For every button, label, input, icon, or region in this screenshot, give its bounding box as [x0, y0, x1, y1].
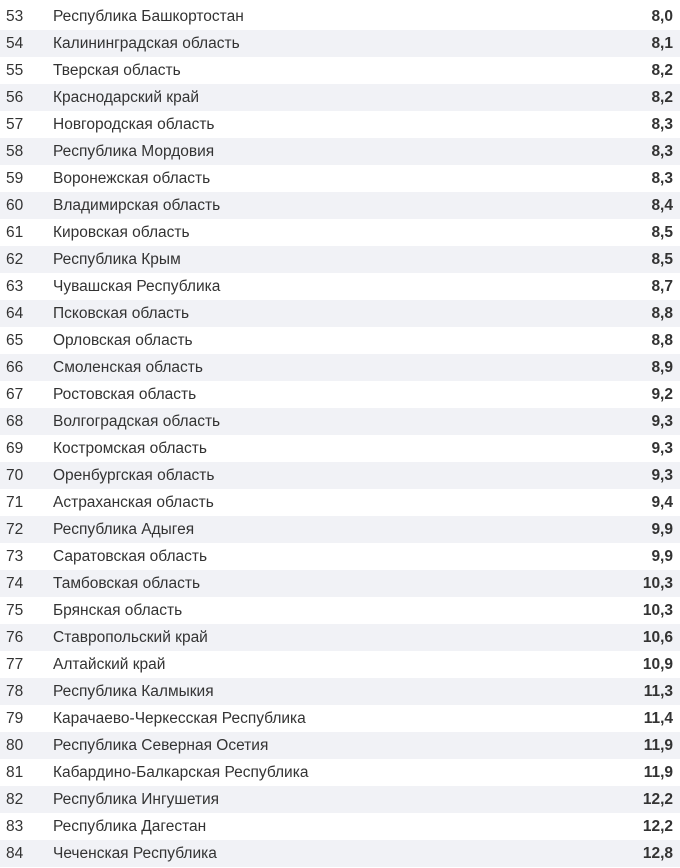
rank-cell: 82 — [6, 790, 24, 808]
region-cell: Саратовская область — [53, 547, 208, 565]
table-row — [0, 462, 680, 489]
table-row — [0, 30, 680, 57]
table-row — [0, 381, 680, 408]
region-cell: Республика Башкортостан — [53, 7, 244, 25]
rank-cell: 53 — [6, 7, 24, 25]
rank-cell: 65 — [6, 331, 24, 349]
rank-cell: 72 — [6, 520, 24, 538]
rank-cell: 81 — [6, 763, 24, 781]
rank-cell: 76 — [6, 628, 24, 646]
table-row — [0, 759, 680, 786]
table-row — [0, 165, 680, 192]
table-row — [0, 543, 680, 570]
rank-cell: 71 — [6, 493, 24, 511]
region-cell: Кировская область — [53, 223, 190, 241]
value-cell: 10,3 — [642, 574, 673, 592]
value-cell: 8,2 — [651, 61, 673, 79]
region-cell: Брянская область — [53, 601, 183, 619]
region-cell: Республика Мордовия — [53, 142, 215, 160]
value-cell: 8,7 — [651, 277, 673, 295]
value-cell: 8,9 — [651, 358, 673, 376]
value-cell: 9,9 — [651, 520, 673, 538]
table-row — [0, 489, 680, 516]
rank-cell: 75 — [6, 601, 24, 619]
region-cell: Волгоградская область — [53, 412, 221, 430]
value-cell: 11,9 — [643, 763, 673, 781]
value-cell: 8,8 — [651, 304, 673, 322]
value-cell: 8,0 — [651, 7, 673, 25]
table-row — [0, 3, 680, 30]
rank-cell: 84 — [6, 844, 24, 862]
region-cell: Орловская область — [53, 331, 193, 349]
region-cell: Алтайский край — [53, 655, 166, 673]
region-cell: Костромская область — [53, 439, 207, 457]
rank-cell: 66 — [6, 358, 24, 376]
value-cell: 8,5 — [651, 250, 673, 268]
table-row — [0, 246, 680, 273]
table-row — [0, 597, 680, 624]
value-cell: 8,4 — [651, 196, 673, 214]
region-cell: Псковская область — [53, 304, 190, 322]
value-cell: 8,3 — [651, 142, 673, 160]
region-cell: Карачаево-Черкесская Республика — [53, 709, 306, 727]
value-cell: 8,8 — [651, 331, 673, 349]
rank-cell: 80 — [6, 736, 24, 754]
region-cell: Смоленская область — [53, 358, 203, 376]
table-row — [0, 570, 680, 597]
rank-cell: 68 — [6, 412, 24, 430]
table-row — [0, 84, 680, 111]
value-cell: 9,3 — [651, 439, 673, 457]
rank-cell: 55 — [6, 61, 24, 79]
value-cell: 10,9 — [642, 655, 673, 673]
value-cell: 12,8 — [642, 844, 673, 862]
table-row — [0, 327, 680, 354]
table-row — [0, 273, 680, 300]
table-row — [0, 57, 680, 84]
table-row — [0, 516, 680, 543]
rank-cell: 73 — [6, 547, 24, 565]
table-row — [0, 678, 680, 705]
table-row — [0, 138, 680, 165]
rank-cell: 57 — [6, 115, 24, 133]
value-cell: 11,9 — [643, 736, 673, 754]
rank-cell: 56 — [6, 88, 24, 106]
region-cell: Краснодарский край — [53, 88, 199, 106]
rank-cell: 58 — [6, 142, 24, 160]
value-cell: 12,2 — [642, 790, 673, 808]
region-cell: Чеченская Республика — [53, 844, 217, 862]
table-row — [0, 732, 680, 759]
region-cell: Республика Ингушетия — [53, 790, 220, 808]
value-cell: 9,2 — [651, 385, 673, 403]
value-cell: 8,2 — [651, 88, 673, 106]
region-cell: Ставропольский край — [53, 628, 208, 646]
region-cell: Ростовская область — [53, 385, 197, 403]
region-cell: Владимирская область — [53, 196, 221, 214]
rank-cell: 83 — [6, 817, 24, 835]
table-row — [0, 624, 680, 651]
rank-cell: 60 — [6, 196, 24, 214]
rank-cell: 74 — [6, 574, 24, 592]
rank-cell: 59 — [6, 169, 24, 187]
table-row — [0, 111, 680, 138]
value-cell: 9,4 — [651, 493, 673, 511]
table-row — [0, 705, 680, 732]
region-cell: Астраханская область — [53, 493, 214, 511]
region-cell: Чувашская Республика — [53, 277, 221, 295]
region-cell: Кабардино-Балкарская Республика — [53, 763, 309, 781]
value-cell: 9,3 — [651, 412, 673, 430]
region-cell: Республика Адыгея — [53, 520, 195, 538]
value-cell: 11,4 — [643, 709, 673, 727]
rank-cell: 64 — [6, 304, 24, 322]
value-cell: 12,2 — [642, 817, 673, 835]
value-cell: 9,3 — [651, 466, 673, 484]
table-row — [0, 192, 680, 219]
table-row — [0, 813, 680, 840]
rank-cell: 54 — [6, 34, 24, 52]
rank-cell: 61 — [6, 223, 24, 241]
region-cell: Республика Северная Осетия — [53, 736, 269, 754]
value-cell: 11,3 — [643, 682, 673, 700]
table-row — [0, 840, 680, 867]
rank-cell: 62 — [6, 250, 24, 268]
rank-cell: 70 — [6, 466, 24, 484]
table-row — [0, 219, 680, 246]
region-cell: Тамбовская область — [53, 574, 201, 592]
value-cell: 8,3 — [651, 115, 673, 133]
value-cell: 8,1 — [651, 34, 673, 52]
region-cell: Оренбургская область — [53, 466, 215, 484]
table-row — [0, 651, 680, 678]
region-cell: Республика Дагестан — [53, 817, 207, 835]
value-cell: 8,5 — [651, 223, 673, 241]
region-cell: Новгородская область — [53, 115, 215, 133]
table-row — [0, 300, 680, 327]
table-row — [0, 435, 680, 462]
rank-cell: 77 — [6, 655, 24, 673]
value-cell: 10,6 — [642, 628, 673, 646]
table-row — [0, 786, 680, 813]
value-cell: 10,3 — [642, 601, 673, 619]
rank-cell: 69 — [6, 439, 24, 457]
region-cell: Республика Калмыкия — [53, 682, 214, 700]
rank-cell: 67 — [6, 385, 24, 403]
value-cell: 8,3 — [651, 169, 673, 187]
region-cell: Республика Крым — [53, 250, 181, 268]
region-cell: Калининградская область — [53, 34, 240, 52]
region-cell: Воронежская область — [53, 169, 211, 187]
rank-cell: 63 — [6, 277, 24, 295]
table-row — [0, 408, 680, 435]
rank-cell: 79 — [6, 709, 24, 727]
value-cell: 9,9 — [651, 547, 673, 565]
rank-cell: 78 — [6, 682, 24, 700]
table-row — [0, 354, 680, 381]
region-cell: Тверская область — [53, 61, 181, 79]
